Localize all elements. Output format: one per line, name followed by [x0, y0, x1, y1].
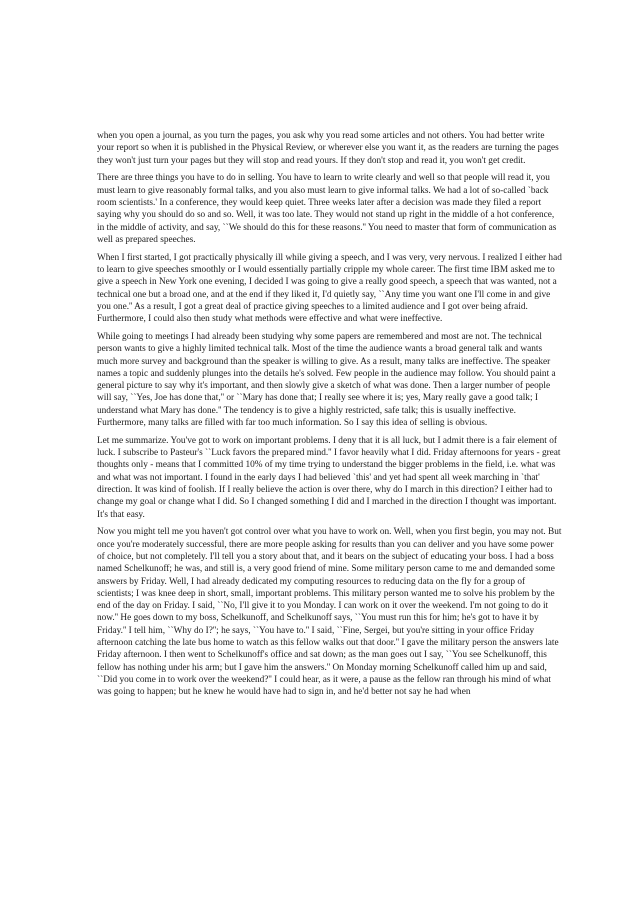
- paragraph-meetings-talks: While going to meetings I had already been studying why some papers are remembered and most are not. The technical person wants to give a highly limited technical talk. Most of the time the audience wants a broad general talk and wants much more survey and background than the speaker is willing to give. As a result, many talks are ineffective. The speaker names a topic and suddenly plunges into the details he's solved. Few people in the audience may follow. You should paint a general picture to say why it's important, and then slowly give a sketch of what was done. Then a larger number of people will say, ``Yes, Joe has done that,'' or ``Mary has done that; I really see where it is; yes, Mary really gave a good talk; I understand what Mary has done.'' The tendency is to give a highly restricted, safe talk; this is usually ineffective. Furthermore, many talks are filled with far too much information. So I say this idea of selling is obvious.: [97, 331, 556, 429]
- paragraph-summary: Let me summarize. You've got to work on important problems. I deny that it is all luck, but I admit there is a fair element of luck. I subscribe to Pasteur's ``Luck favors the prepared mind.'' I favor heavily what I did. Friday afternoons for years - great thoughts only - means that I committed 10% of my time trying to understand the bigger problems in the field, i.e. what was and what was not important. I found in the early days I had believed `this' and yet had spent all week marching in `that' direction. It was kind of foolish. If I really believe the action is over there, why do I march in this direction? I either had to change my goal or change what I did. So I changed something I did and I marched in the direction I thought was important. It's that easy.: [97, 435, 561, 520]
- paragraph-control-over-work: Now you might tell me you haven't got control over what you have to work on. Well, when you first begin, you may not. But once you're moderately successful, there are more people asking for results than you can deliver and you have some power of choice, but not completely. I'll tell you a story about that, and it bears on the subject of educating your boss. I had a boss named Schelkunoff; he was, and still is, a very good friend of mine. Some military person came to me and demanded some answers by Friday. Well, I had already dedicated my computing resources to reducing data on the fly for a group of scientists; I was knee deep in short, small, important problems. This military person wanted me to solve his problem by the end of the day on Friday. I said, ``No, I'll give it to you Monday. I can work on it over the weekend. I'm not going to do it now.'' He goes down to my boss, Schelkunoff, and Schelkunoff says, ``You must run this for him; he's got to have it by Friday.'' I tell him, ``Why do I?''; he says, ``You have to.'' I said, ``Fine, Sergei, but you're sitting in your office Friday afternoon catching the late bus home to watch as this fellow walks out that door.'' I gave the military person the answers late Friday afternoon. I then went to Schelkunoff's office and sat down; as the man goes out I say, ``You see Schelkunoff, this fellow has nothing under his arm; but I gave him the answers.'' On Monday morning Schelkunoff called him up and said, ``Did you come in to work over the weekend?'' I could hear, as it were, a pause as the fellow ran through his mind of what was going to happen; but he knew he would have had to sign in, and he'd better not say he had when: [97, 527, 562, 698]
- paragraph-giving-speeches: When I first started, I got practically physically ill while giving a speech, and I was very, very nervous. I realized I either had to learn to give speeches smoothly or I would essentially partially cripple my whole career. The first time IBM asked me to give a speech in New York one evening, I decided I was going to give a really good speech, a speech that was wanted, not a technical one but a broad one, and at the end if they liked it, I'd quietly say, ``Any time you want one I'll come in and give you one.'' As a result, I got a great deal of practice giving speeches to a limited audience and I got over being afraid. Furthermore, I could also then study what methods were effective and what were ineffective.: [97, 252, 562, 325]
- paragraph-journal-reports: when you open a journal, as you turn the pages, you ask why you read some articles and not others. You had better write your report so when it is published in the Physical Review, or wherever else you want it, as the readers are turning the pages they won't just turn your pages but they will stop and read yours. If they don't stop and read it, you won't get credit.: [97, 131, 559, 166]
- document-page: [97, 130, 563, 704]
- paragraph-three-things-selling: There are three things you have to do in selling. You have to learn to write clearly and well so that people will read it, you must learn to give reasonably formal talks, and you also must learn to give informal talks. We had a lot of so-called `back room scientists.' In a conference, they would keep quiet. Three weeks later after a decision was made they filed a report saying why you should do so and so. Well, it was too late. They would not stand up right in the middle of a hot conference, in the middle of activity, and say, ``We should do this for these reasons.'' You need to master that form of communication as well as prepared speeches.: [97, 173, 557, 245]
